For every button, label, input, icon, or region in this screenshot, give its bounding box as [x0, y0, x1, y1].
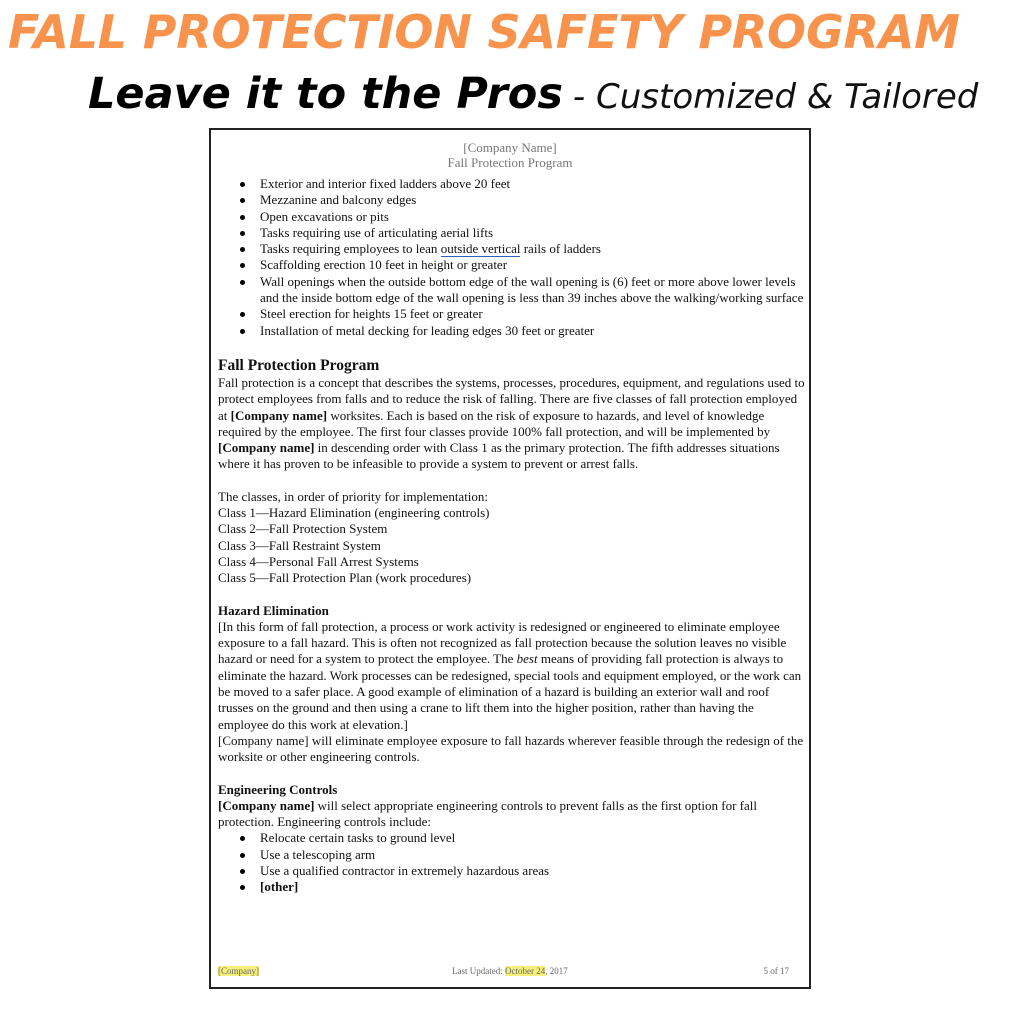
lean-pre: Tasks requiring employees to lean: [260, 241, 441, 257]
banner-headline: FALL PROTECTION SAFETY PROGRAM: [8, 5, 960, 59]
class-line: Class 1—Hazard Elimination (engineering controls): [218, 505, 490, 521]
fall-protection-paragraph: [218, 375, 806, 473]
list-item: Use a telescoping arm: [260, 847, 806, 863]
list-item: Scaffolding erection 10 feet in height or greater: [260, 257, 806, 273]
hazard-elimination-heading: Hazard Elimination: [218, 602, 329, 618]
doc-header-company: [Company Name]: [463, 140, 557, 155]
engineering-controls-list: [218, 830, 806, 895]
doc-body: [218, 176, 806, 896]
footer-date: October 24: [505, 966, 546, 976]
hazard-elimination-paragraph: [218, 619, 806, 733]
company-name-bold: [Company name]: [230, 407, 328, 423]
text-run: worksites. Each is based on the risk of exposure to hazards, and level of knowledge required by the employee. The first four classes provide 100% fall protection, and will be implemented by: [218, 407, 771, 439]
document-page: [209, 128, 811, 989]
tagline-strong: Leave it to the Pros: [88, 69, 563, 119]
spellcheck-underline: outside vertical: [440, 241, 521, 257]
class-line: Class 2—Fall Protection System: [218, 521, 388, 537]
text-run: , 2017: [545, 966, 568, 976]
footer-page-number: 5 of 17: [763, 966, 789, 976]
engineering-controls-paragraph: [218, 798, 806, 831]
text-run: in descending order with Class 1 as the primary protection. The fifth addresses situations where it has proven to be infeasible to provide a system to prevent or arrest falls.: [218, 440, 780, 472]
list-item: Wall openings when the outside bottom edge of the wall opening is (6) feet or more above lower levels and the inside bottom edge of the wall opening is less than 39 inches above the walking/working surface: [260, 274, 806, 307]
hazard-elimination-paragraph-2: [Company name] will eliminate employee exposure to fall hazards wherever feasible through the redesign of the worksite or other engineering controls.: [218, 732, 804, 765]
list-item: Open excavations or pits: [260, 209, 806, 225]
fall-protection-heading: Fall Protection Program: [218, 356, 380, 374]
italic-run: best: [516, 651, 538, 667]
class-line: Class 3—Fall Restraint System: [218, 537, 381, 553]
text-run: means of providing fall protection is always to eliminate the hazard. Work processes can be redesigned, special tools and equipment employed, or the work can be moved to a safer place. A good example of elimination of a hazard is building an exterior wall and roof trusses on the ground and then using a crane to lift them into the higher position, rather than having the employee do this work at elevation.]: [218, 651, 802, 732]
doc-header-title: Fall Protection Program: [447, 155, 573, 170]
company-name-bold: [Company name]: [218, 440, 315, 456]
text-run: Fall protection is a concept that describes the systems, processes, procedures, equipment, and regulations used to protect employees from falls and to reduce the risk of falling. There are five classes of fall protection employed at: [218, 374, 805, 423]
text-run: will select appropriate engineering controls to prevent falls as the first option for fall protection. Engineering controls include:: [218, 797, 758, 830]
footer-company: [Company]: [218, 966, 259, 976]
list-item: [260, 241, 806, 257]
list-item: Use a qualified contractor in extremely hazardous areas: [260, 863, 806, 879]
list-item: Relocate certain tasks to ground level: [260, 830, 806, 846]
company-name-bold: [Company name]: [218, 797, 315, 813]
list-item: Tasks requiring use of articulating aerial lifts: [260, 225, 806, 241]
list-item: Steel erection for heights 15 feet or greater: [260, 306, 806, 322]
doc-header: [211, 140, 809, 170]
class-line: Class 4—Personal Fall Arrest Systems: [218, 553, 419, 569]
classes-intro: The classes, in order of priority for implementation:: [218, 488, 489, 504]
list-item: [260, 879, 806, 895]
class-line: Class 5—Fall Protection Plan (work procedures): [218, 570, 472, 586]
footer-updated: [452, 966, 568, 976]
list-item: Exterior and interior fixed ladders above 20 feet: [260, 176, 806, 192]
list-item: Mezzanine and balcony edges: [260, 192, 806, 208]
text-run: [In this form of fall protection, a process or work activity is redesigned or engineered to eliminate employee exposure to a fall hazard. This is often not recognized as fall protection because the solution leaves no visible hazard or need for a system to protect the employee. The: [218, 618, 787, 667]
engineering-controls-heading: Engineering Controls: [218, 781, 338, 797]
tagline-light: - Customized & Tailored: [572, 77, 979, 117]
other-bold: [other]: [260, 879, 299, 895]
list-item: Installation of metal decking for leading edges 30 feet or greater: [260, 323, 806, 339]
text-run: Last Updated:: [452, 966, 505, 976]
banner-tagline: [88, 66, 1018, 132]
hazard-list: [218, 176, 806, 339]
lean-post: rails of ladders: [520, 241, 601, 257]
